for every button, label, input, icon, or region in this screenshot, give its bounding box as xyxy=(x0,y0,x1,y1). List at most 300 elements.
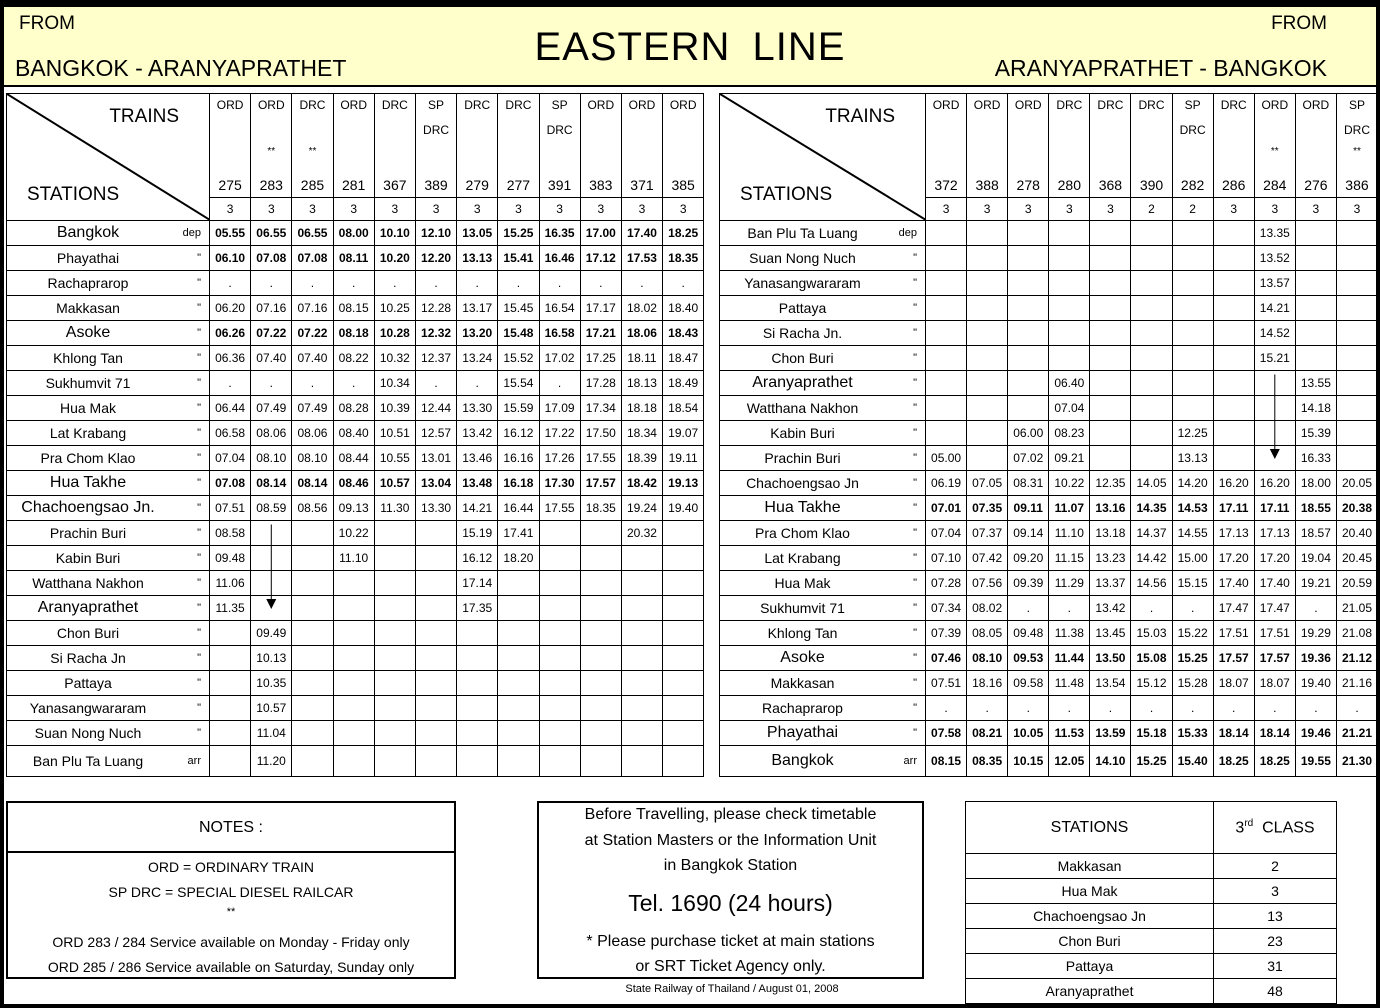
time-cell: 11.53 xyxy=(1049,721,1090,746)
time-cell: 10.15 xyxy=(1008,746,1049,777)
time-cell: 13.42 xyxy=(457,421,498,446)
time-cell: . xyxy=(210,371,251,396)
time-cell xyxy=(292,596,333,621)
time-cell xyxy=(1254,371,1295,396)
fare-station: Chachoengsao Jn xyxy=(966,904,1214,929)
time-cell: 16.33 xyxy=(1295,446,1336,471)
train-header xyxy=(415,94,456,198)
time-cell: 18.00 xyxy=(1295,471,1336,496)
time-cell: 19.29 xyxy=(1295,621,1336,646)
time-cell xyxy=(1131,321,1172,346)
time-cell: 19.04 xyxy=(1295,546,1336,571)
time-cell: 18.13 xyxy=(621,371,662,396)
station-cell xyxy=(7,646,210,671)
time-cell: 17.50 xyxy=(580,421,621,446)
train-header xyxy=(1049,94,1090,198)
time-cell: 18.07 xyxy=(1213,671,1254,696)
fare-amount: 48 xyxy=(1214,979,1337,1004)
time-cell xyxy=(926,371,967,396)
train-type: SP xyxy=(1348,98,1365,112)
table-row xyxy=(7,396,704,421)
time-cell xyxy=(1213,346,1254,371)
time-cell: 17.28 xyxy=(580,371,621,396)
train-type: ORD xyxy=(628,98,656,112)
time-cell: 10.10 xyxy=(374,221,415,246)
table-row xyxy=(720,446,1378,471)
time-cell xyxy=(1049,221,1090,246)
time-cell: . xyxy=(1131,596,1172,621)
train-type: DRC xyxy=(1138,98,1165,112)
time-cell xyxy=(1049,346,1090,371)
table-row xyxy=(7,321,704,346)
train-type-2: DRC xyxy=(1179,123,1206,137)
train-type-2: DRC xyxy=(1343,123,1370,137)
time-cell xyxy=(374,696,415,721)
time-cell xyxy=(1295,321,1336,346)
time-cell xyxy=(539,571,580,596)
time-cell xyxy=(967,246,1008,271)
time-cell: 09.53 xyxy=(1008,646,1049,671)
train-type: DRC xyxy=(505,98,532,112)
time-cell: . xyxy=(539,271,580,296)
time-cell: 08.05 xyxy=(967,621,1008,646)
station-cell xyxy=(7,496,210,521)
time-cell: 08.11 xyxy=(333,246,374,271)
station-cell xyxy=(7,221,210,246)
time-cell: . xyxy=(210,271,251,296)
time-cell xyxy=(1049,321,1090,346)
station-mark: " xyxy=(197,702,201,714)
station-name: Khlong Tan xyxy=(767,625,838,641)
fare-row xyxy=(966,954,1337,979)
time-cell: . xyxy=(415,371,456,396)
time-cell xyxy=(1336,271,1377,296)
station-cell xyxy=(720,621,926,646)
train-class: 3 xyxy=(663,198,704,221)
from-label-left: FROM xyxy=(19,13,75,34)
time-cell: 08.14 xyxy=(292,471,333,496)
time-cell: 16.46 xyxy=(539,246,580,271)
time-cell: 13.01 xyxy=(415,446,456,471)
time-cell xyxy=(1008,321,1049,346)
table-row xyxy=(720,496,1378,521)
train-type: DRC xyxy=(1220,98,1247,112)
time-cell: 18.55 xyxy=(1295,496,1336,521)
table-row xyxy=(7,571,704,596)
time-cell: 14.21 xyxy=(457,496,498,521)
time-cell: 15.19 xyxy=(457,521,498,546)
table-row xyxy=(720,646,1378,671)
time-cell: 17.53 xyxy=(621,246,662,271)
time-cell: 13.30 xyxy=(415,496,456,521)
station-mark: " xyxy=(913,527,917,539)
train-type: ORD xyxy=(1261,98,1289,112)
table-row xyxy=(7,346,704,371)
station-cell xyxy=(720,671,926,696)
time-cell xyxy=(926,246,967,271)
time-cell xyxy=(1213,271,1254,296)
train-number: 367 xyxy=(383,177,407,193)
time-cell xyxy=(663,571,704,596)
time-cell xyxy=(1213,321,1254,346)
time-cell: 19.11 xyxy=(663,446,704,471)
station-name: Hua Takhe xyxy=(49,474,127,491)
time-cell xyxy=(539,646,580,671)
train-class: 3 xyxy=(1295,198,1336,221)
time-cell: 10.39 xyxy=(374,396,415,421)
time-cell xyxy=(621,571,662,596)
table-row xyxy=(720,721,1378,746)
time-cell: 07.58 xyxy=(926,721,967,746)
time-cell: 16.58 xyxy=(539,321,580,346)
table-row xyxy=(7,371,704,396)
station-name: Makkasan xyxy=(770,675,835,691)
time-cell: . xyxy=(1254,696,1295,721)
time-cell: 17.20 xyxy=(1213,546,1254,571)
time-cell: 15.15 xyxy=(1172,571,1213,596)
time-cell xyxy=(663,646,704,671)
time-cell: 16.18 xyxy=(498,471,539,496)
time-cell: 12.57 xyxy=(415,421,456,446)
notes-title: NOTES : xyxy=(8,803,454,853)
time-cell: 08.14 xyxy=(251,471,292,496)
time-cell: . xyxy=(1295,696,1336,721)
time-cell xyxy=(1172,271,1213,296)
station-cell xyxy=(720,546,926,571)
time-cell: 07.05 xyxy=(967,471,1008,496)
time-cell xyxy=(621,596,662,621)
time-cell xyxy=(663,746,704,777)
time-cell: 11.29 xyxy=(1049,571,1090,596)
time-cell xyxy=(1131,371,1172,396)
train-header xyxy=(1090,94,1131,198)
train-type: DRC xyxy=(464,98,491,112)
time-cell xyxy=(663,721,704,746)
train-type: DRC xyxy=(299,98,326,112)
time-cell: 08.10 xyxy=(292,446,333,471)
time-cell: . xyxy=(415,271,456,296)
table-row xyxy=(720,696,1378,721)
time-cell: 21.12 xyxy=(1336,646,1377,671)
time-cell xyxy=(374,546,415,571)
time-cell: 19.40 xyxy=(663,496,704,521)
time-cell: 17.22 xyxy=(539,421,580,446)
time-cell: 15.08 xyxy=(1131,646,1172,671)
time-cell xyxy=(498,621,539,646)
time-cell xyxy=(210,621,251,646)
time-cell xyxy=(580,696,621,721)
info-line: or SRT Ticket Agency only. xyxy=(635,958,826,975)
train-number: 371 xyxy=(630,177,654,193)
time-cell: 13.59 xyxy=(1090,721,1131,746)
time-cell: 17.47 xyxy=(1254,596,1295,621)
time-cell: 21.05 xyxy=(1336,596,1377,621)
station-name: Watthana Nakhon xyxy=(32,575,144,591)
table-row xyxy=(720,296,1378,321)
table-corner xyxy=(7,94,210,221)
train-number: 276 xyxy=(1304,177,1328,193)
time-cell: . xyxy=(926,696,967,721)
station-cell xyxy=(7,271,210,296)
time-cell xyxy=(457,696,498,721)
time-cell xyxy=(1336,296,1377,321)
time-cell: 05.55 xyxy=(210,221,251,246)
time-cell: 08.00 xyxy=(333,221,374,246)
time-cell xyxy=(251,521,292,546)
fare-station: Hua Mak xyxy=(966,879,1214,904)
time-cell: . xyxy=(1172,696,1213,721)
train-header xyxy=(457,94,498,198)
table-row xyxy=(7,671,704,696)
time-cell: 15.03 xyxy=(1131,621,1172,646)
station-mark: " xyxy=(913,302,917,314)
time-cell: 13.42 xyxy=(1090,596,1131,621)
time-cell: 08.21 xyxy=(967,721,1008,746)
time-cell xyxy=(1131,296,1172,321)
note-line: ORD 283 / 284 Service available on Monday - Friday only xyxy=(52,934,410,950)
time-cell xyxy=(967,321,1008,346)
station-cell xyxy=(720,346,926,371)
time-cell: 07.04 xyxy=(1049,396,1090,421)
table-row xyxy=(720,221,1378,246)
time-cell: 13.04 xyxy=(415,471,456,496)
time-cell xyxy=(292,696,333,721)
time-cell: . xyxy=(1295,596,1336,621)
time-cell xyxy=(580,721,621,746)
train-class: 3 xyxy=(251,198,292,221)
time-cell: . xyxy=(333,271,374,296)
time-cell xyxy=(457,746,498,777)
station-cell xyxy=(720,746,926,777)
station-name: Watthana Nakhon xyxy=(746,400,859,416)
train-type: ORD xyxy=(669,98,697,112)
time-cell: 13.30 xyxy=(457,396,498,421)
time-cell: . xyxy=(1172,596,1213,621)
train-header xyxy=(1336,94,1377,198)
time-cell: 08.56 xyxy=(292,496,333,521)
time-cell: 18.35 xyxy=(580,496,621,521)
time-cell: 08.35 xyxy=(967,746,1008,777)
time-cell xyxy=(292,646,333,671)
station-name: Phayathai xyxy=(766,724,839,741)
time-cell: 13.48 xyxy=(457,471,498,496)
time-cell xyxy=(457,646,498,671)
time-cell xyxy=(1254,421,1295,446)
station-cell xyxy=(7,546,210,571)
table-row xyxy=(720,546,1378,571)
time-cell xyxy=(1008,396,1049,421)
route-right: ARANYAPRATHET - BANGKOK xyxy=(994,55,1327,81)
time-cell: 13.50 xyxy=(1090,646,1131,671)
train-class: 2 xyxy=(1131,198,1172,221)
time-cell: 17.35 xyxy=(457,596,498,621)
time-cell xyxy=(292,521,333,546)
time-cell: . xyxy=(1131,696,1172,721)
station-cell xyxy=(7,596,210,621)
time-cell: 07.35 xyxy=(967,496,1008,521)
table-row xyxy=(720,621,1378,646)
station-mark: " xyxy=(913,702,917,714)
table-row xyxy=(7,746,704,777)
time-cell: 16.12 xyxy=(457,546,498,571)
time-cell: 14.20 xyxy=(1172,471,1213,496)
time-cell: 14.05 xyxy=(1131,471,1172,496)
station-mark: " xyxy=(197,727,201,739)
fare-station: Aranyaprathet xyxy=(966,979,1214,1004)
time-cell: 18.14 xyxy=(1213,721,1254,746)
info-line: * Please purchase ticket at main stations xyxy=(586,933,875,950)
train-class: 3 xyxy=(333,198,374,221)
time-cell: . xyxy=(663,271,704,296)
time-cell: 17.14 xyxy=(457,571,498,596)
station-name: Suan Nong Nuch xyxy=(749,250,856,266)
station-cell xyxy=(720,371,926,396)
info-box xyxy=(537,801,924,979)
train-class: 3 xyxy=(621,198,662,221)
time-cell xyxy=(498,596,539,621)
time-cell xyxy=(415,571,456,596)
time-cell: 18.54 xyxy=(663,396,704,421)
station-mark: " xyxy=(913,602,917,614)
station-name: Ban Plu Ta Luang xyxy=(32,753,144,769)
time-cell: 06.19 xyxy=(926,471,967,496)
time-cell xyxy=(621,621,662,646)
station-mark: " xyxy=(913,552,917,564)
time-cell: 17.02 xyxy=(539,346,580,371)
time-cell: 12.10 xyxy=(415,221,456,246)
time-cell: 20.40 xyxy=(1336,521,1377,546)
time-cell: 18.43 xyxy=(663,321,704,346)
table-row xyxy=(7,471,704,496)
time-cell: 19.46 xyxy=(1295,721,1336,746)
time-cell: 15.39 xyxy=(1295,421,1336,446)
station-cell xyxy=(720,296,926,321)
notes-box xyxy=(6,801,456,979)
time-cell: 17.13 xyxy=(1254,521,1295,546)
table-row xyxy=(7,696,704,721)
time-cell: . xyxy=(374,271,415,296)
train-type-2: DRC xyxy=(546,123,573,137)
time-cell: 11.20 xyxy=(251,746,292,777)
time-cell: 17.51 xyxy=(1254,621,1295,646)
fare-row xyxy=(966,929,1337,954)
time-cell: 07.22 xyxy=(251,321,292,346)
time-cell: 08.06 xyxy=(292,421,333,446)
time-cell: 13.45 xyxy=(1090,621,1131,646)
time-cell xyxy=(663,621,704,646)
time-cell xyxy=(663,671,704,696)
table-row xyxy=(7,646,704,671)
time-cell xyxy=(580,546,621,571)
train-class: 3 xyxy=(967,198,1008,221)
time-cell: 18.16 xyxy=(967,671,1008,696)
time-cell xyxy=(1008,346,1049,371)
station-name: Hua Takhe xyxy=(764,499,841,516)
train-type: ORD xyxy=(216,98,244,112)
time-cell xyxy=(1295,271,1336,296)
time-cell: 07.42 xyxy=(967,546,1008,571)
station-cell xyxy=(720,696,926,721)
time-cell: 07.01 xyxy=(926,496,967,521)
time-cell xyxy=(333,746,374,777)
time-cell: 13.17 xyxy=(457,296,498,321)
time-cell xyxy=(1008,246,1049,271)
station-cell xyxy=(7,246,210,271)
time-cell: 10.57 xyxy=(374,471,415,496)
train-number: 372 xyxy=(934,177,958,193)
time-cell xyxy=(1336,371,1377,396)
station-name: Makkasan xyxy=(56,300,120,316)
station-mark: " xyxy=(197,552,201,564)
station-name: Chon Buri xyxy=(771,350,834,366)
note-line: ** xyxy=(226,906,236,918)
time-cell: 15.33 xyxy=(1172,721,1213,746)
train-type: DRC xyxy=(1056,98,1083,112)
time-cell: 18.18 xyxy=(621,396,662,421)
time-cell xyxy=(498,721,539,746)
station-cell xyxy=(720,271,926,296)
time-cell xyxy=(1336,446,1377,471)
station-cell xyxy=(7,696,210,721)
time-cell xyxy=(1213,221,1254,246)
time-cell: . xyxy=(292,371,333,396)
time-cell: 16.12 xyxy=(498,421,539,446)
table-row xyxy=(7,221,704,246)
time-cell xyxy=(374,646,415,671)
time-cell xyxy=(1172,296,1213,321)
time-cell xyxy=(457,721,498,746)
table-row xyxy=(720,321,1378,346)
time-cell: 11.07 xyxy=(1049,496,1090,521)
train-number: 282 xyxy=(1180,177,1205,193)
station-name: Asoke xyxy=(780,649,825,666)
train-class: 2 xyxy=(1172,198,1213,221)
train-number: 368 xyxy=(1098,177,1123,193)
train-class: 3 xyxy=(1254,198,1295,221)
time-cell xyxy=(580,596,621,621)
time-cell xyxy=(415,696,456,721)
time-cell: 18.02 xyxy=(621,296,662,321)
time-cell xyxy=(251,596,292,621)
time-cell: 09.20 xyxy=(1008,546,1049,571)
time-cell xyxy=(580,646,621,671)
time-cell xyxy=(374,721,415,746)
time-cell: 17.20 xyxy=(1254,546,1295,571)
time-cell xyxy=(580,746,621,777)
train-class: 3 xyxy=(539,198,580,221)
time-cell: . xyxy=(1213,696,1254,721)
page-header xyxy=(4,7,1376,87)
time-cell: 11.06 xyxy=(210,571,251,596)
train-header xyxy=(498,94,539,198)
table-row xyxy=(7,546,704,571)
time-cell xyxy=(1295,296,1336,321)
station-name: Si Racha Jn. xyxy=(762,325,843,341)
time-cell: 17.41 xyxy=(498,521,539,546)
time-cell: 17.13 xyxy=(1213,521,1254,546)
time-cell: 06.26 xyxy=(210,321,251,346)
time-cell: 12.25 xyxy=(1172,421,1213,446)
station-cell xyxy=(7,421,210,446)
station-cell xyxy=(720,521,926,546)
time-cell: 08.10 xyxy=(251,446,292,471)
time-cell: 08.10 xyxy=(967,646,1008,671)
time-cell xyxy=(1213,246,1254,271)
time-cell xyxy=(292,721,333,746)
time-cell: 09.14 xyxy=(1008,521,1049,546)
time-cell xyxy=(1090,371,1131,396)
table-row xyxy=(7,246,704,271)
